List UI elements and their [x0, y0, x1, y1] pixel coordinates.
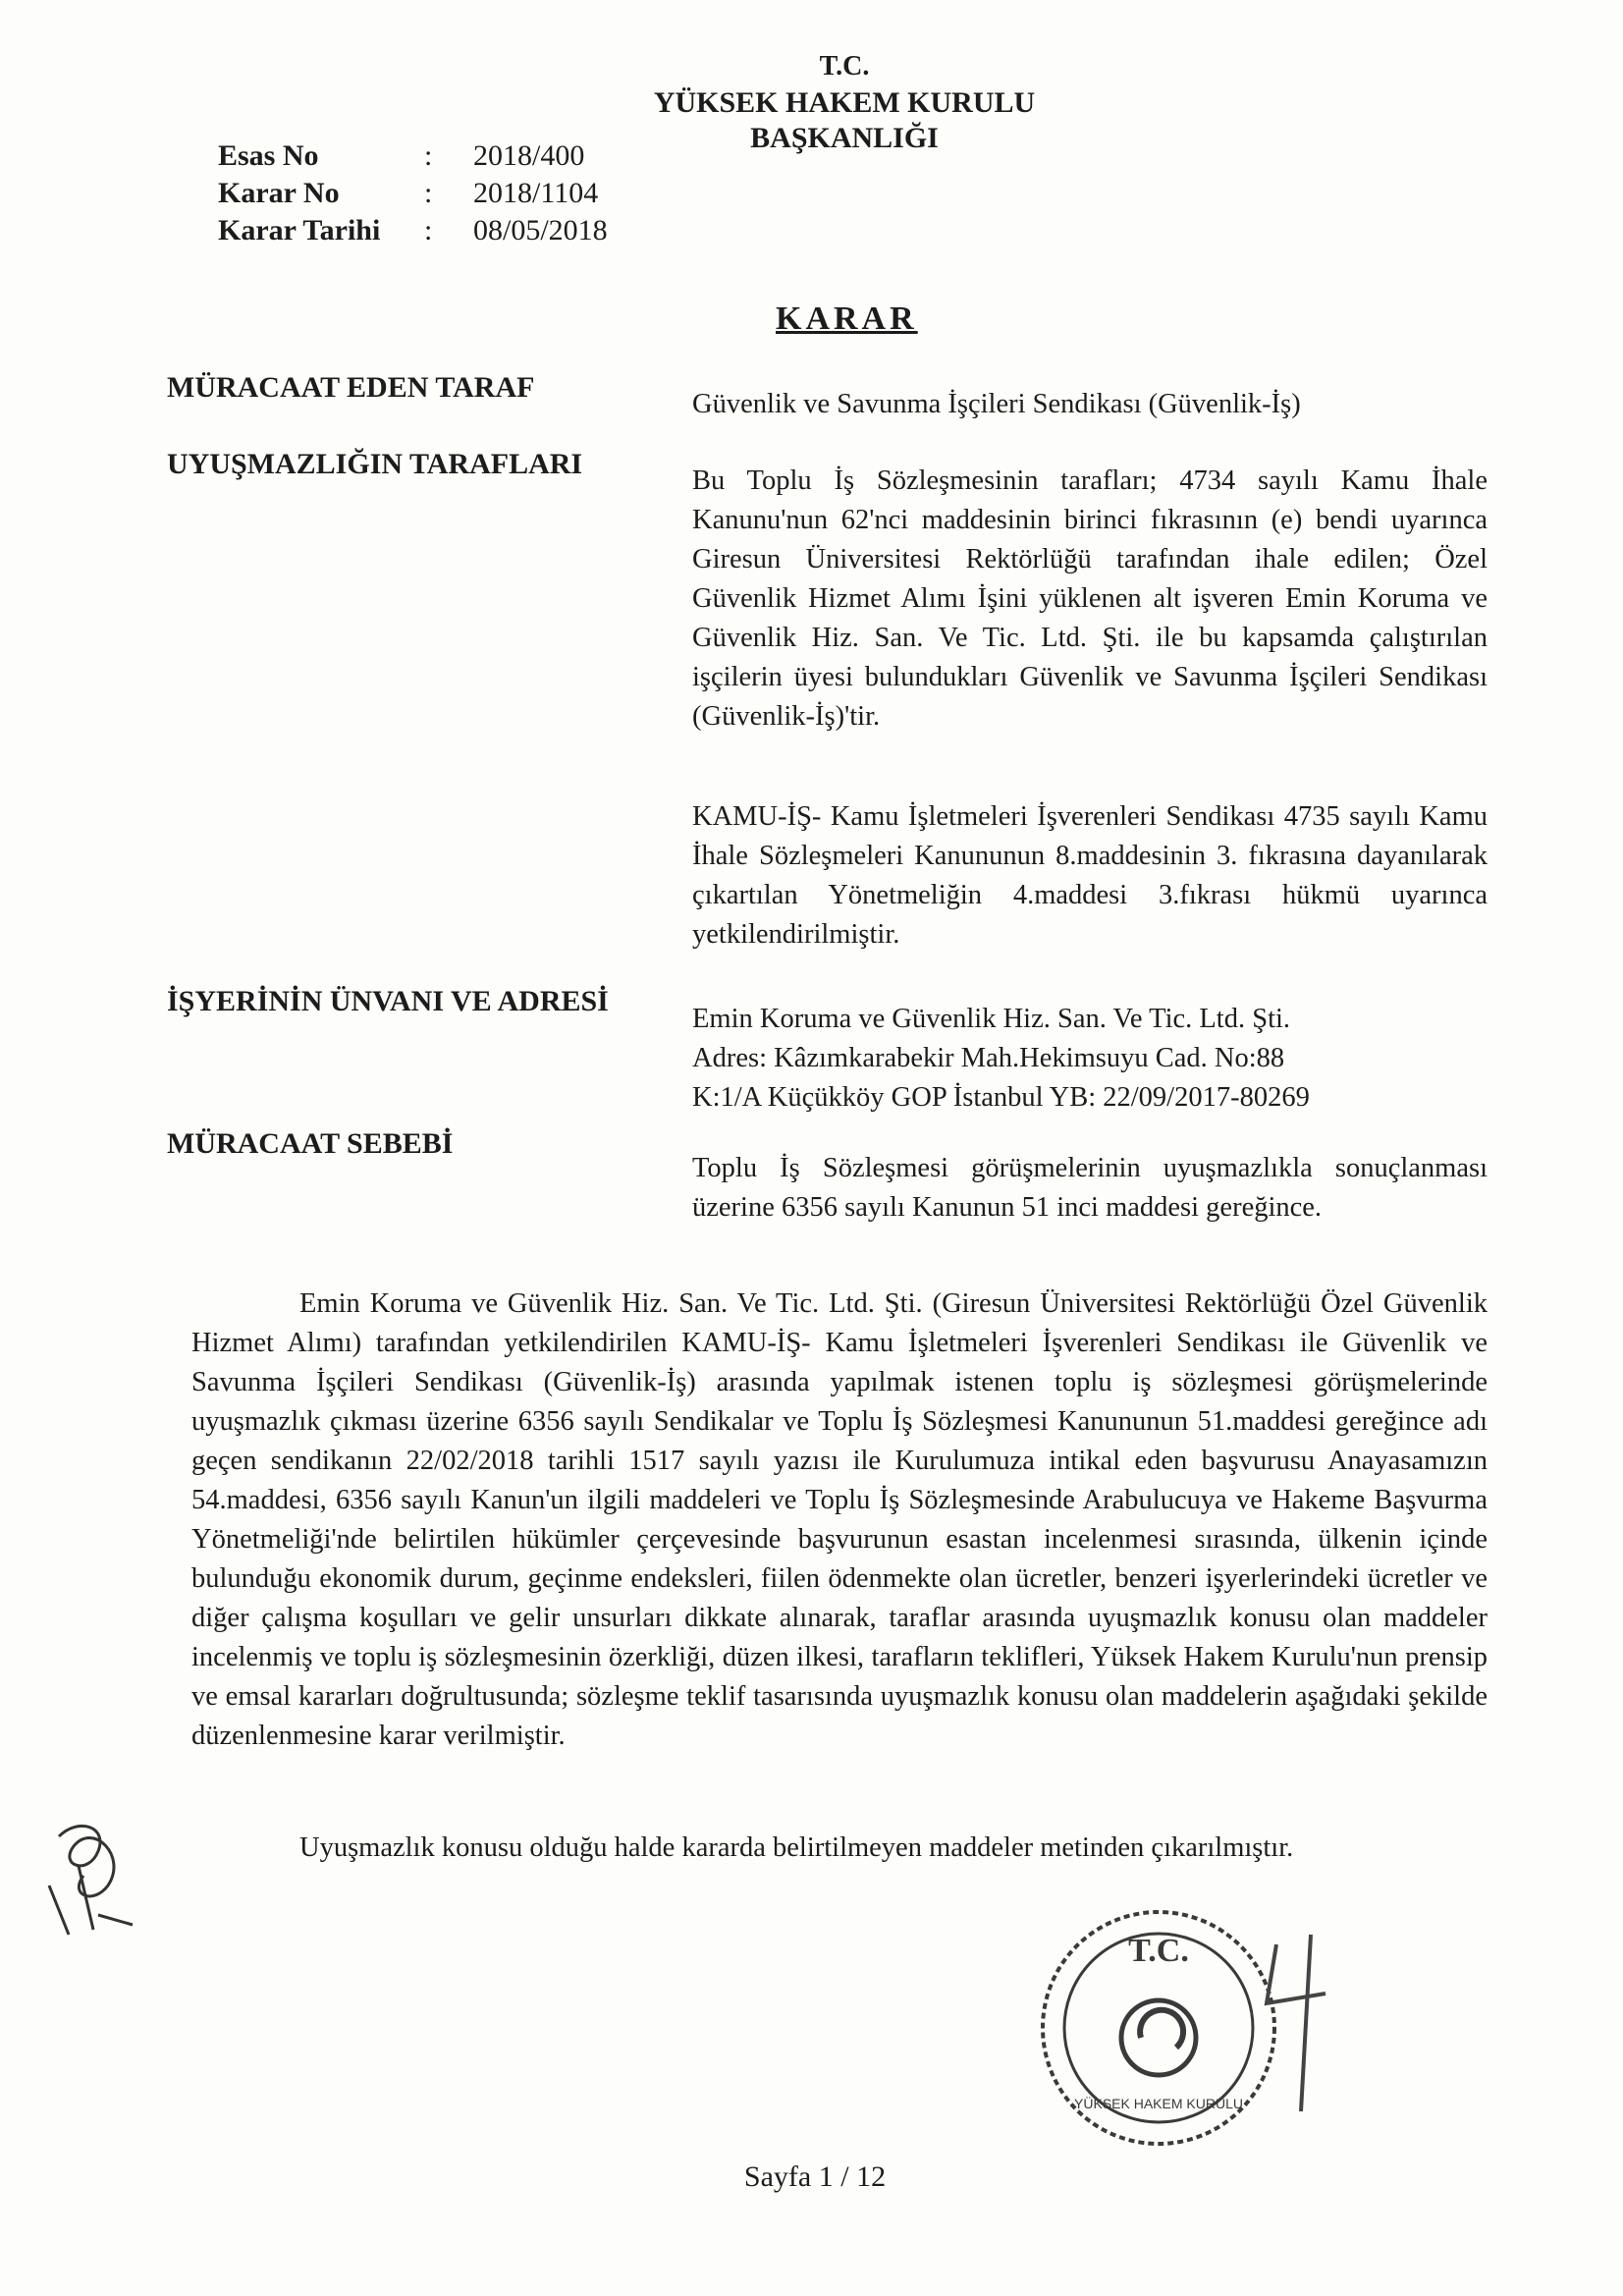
meta-label: Esas No [218, 139, 319, 172]
signature-mark [39, 1807, 157, 1944]
value-muracaat-eden-taraf: Güvenlik ve Savunma İşçileri Sendikası (Güvenlik-İş) [692, 389, 1301, 419]
handwritten-mark [1247, 1925, 1355, 2121]
value-isyeri-unvan: Emin Koruma ve Güvenlik Hiz. San. Ve Tic. Ltd. Şti. [692, 1004, 1291, 1034]
value-taraflar-paragraph-2: KAMU-İŞ- Kamu İşletmeleri İşverenleri Sendikası 4735 sayılı Kamu İhale Sözleşmeleri Kanununun 8.maddesinin 3. fıkrasına dayanılarak çıkartılan Yönetmeliğin 4.maddesi 3.fıkrası hükmü uyarınca yetkilendirilmiştir. [692, 801, 1488, 950]
header-line-presidency: BAŞKANLIĞI [750, 122, 939, 154]
label-muracaat-eden-taraf: MÜRACAAT EDEN TARAF [167, 371, 535, 404]
meta-value: 08/05/2018 [473, 214, 608, 246]
seal-ring-text: YÜKSEK HAKEM KURULU [1074, 2096, 1243, 2111]
meta-value: 2018/1104 [473, 177, 599, 209]
meta-colon: : [424, 139, 433, 172]
meta-karar-tarihi [218, 214, 608, 247]
value-isyeri-adres-2: K:1/A Küçükköy GOP İstanbul YB: 22/09/2017-80269 [692, 1082, 1310, 1113]
value-isyeri-adres: Adres: Kâzımkarabekir Mah.Hekimsuyu Cad. No:88 [692, 1043, 1285, 1073]
value-muracaat-sebebi: Toplu İş Sözleşmesi görüşmelerinin uyuşmazlıkla sonuçlanması üzerine 6356 sayılı Kanunun 51 inci maddesi gereğince. [692, 1153, 1488, 1223]
meta-karar-no [218, 177, 598, 210]
meta-value: 2018/400 [473, 139, 585, 172]
header-line-tc: T.C. [819, 51, 870, 82]
meta-colon: : [424, 177, 433, 209]
label-isyeri-unvani-adresi: İŞYERİNİN ÜNVANI VE ADRESİ [167, 985, 609, 1017]
label-muracaat-sebebi: MÜRACAAT SEBEBİ [167, 1127, 454, 1160]
document-title: KARAR [776, 301, 918, 337]
meta-esas-no [218, 139, 584, 173]
meta-label: Karar No [218, 177, 340, 209]
value-taraflar-paragraph-1: Bu Toplu İş Sözleşmesinin tarafları; 4734 sayılı Kamu İhale Kanunu'nun 62'nci maddesinin birinci fıkrasının (e) bendi uyarınca Giresun Üniversitesi Rektörlüğü tarafından ihale edilen; Özel Güvenlik Hizmet Alımı İşini yüklenen alt işveren Emin Koruma ve Güvenlik Hiz. San. Ve Tic. Ltd. Şti. ile bu kapsamda çalıştırılan işçilerin üyesi bulundukları Güvenlik ve Savunma İşçileri Sendikası (Güvenlik-İş)'tir. [692, 465, 1488, 732]
header-line-institution: YÜKSEK HAKEM KURULU [653, 86, 1036, 119]
body-paragraph-2: Uyuşmazlık konusu olduğu halde kararda belirtilmeyen maddeler metinden çıkarılmıştır. [299, 1832, 1294, 1863]
body-paragraph-1: Emin Koruma ve Güvenlik Hiz. San. Ve Tic. Ltd. Şti. (Giresun Üniversitesi Rektörlüğü Özel Güvenlik Hizmet Alımı) tarafından yetkilendirilen KAMU-İŞ- Kamu İşletmeleri İşverenleri Sendikası ile Güvenlik ve Savunma İşçileri Sendikası (Güvenlik-İş) arasında yapılmak istenen toplu iş sözleşmesi görüşmelerinde uyuşmazlık çıkması üzerine 6356 sayılı Sendikalar ve Toplu İş Sözleşmesi Kanununun 51.maddesi gereğince adı geçen sendikanın 22/02/2018 tarihli 1517 sayılı yazısı ile Kurulumuza intikal eden başvurusu Anayasamızın 54.maddesi, 6356 sayılı Kanun'un ilgili maddeleri ve Toplu İş Sözleşmesinde Arabulucuya ve Hakeme Başvurma Yönetmeliği'nde belirtilen hükümler çerçevesinde başvurunun esastan incelenmesi sırasında, ülkenin içinde bulunduğu ekonomik durum, geçinme endeksleri, fiilen ödenmekte olan ücretler, benzeri işyerlerindeki ücretler ve diğer çalışma koşulları ve gelir unsurları dikkate alınarak, taraflar arasında uyuşmazlık konusu olan maddeler incelenmiş ve toplu iş sözleşmesinin özerkliği, düzen ilkesi, tarafların teklifleri, Yüksek Hakem Kurulu'nun prensip ve emsal kararları doğrultusunda; sözleşme teklif tasarısında uyuşmazlık konusu olan maddelerin aşağıdaki şekilde düzenlenmesine karar verilmiştir. [191, 1288, 1488, 1751]
seal-top-text: T.C. [1128, 1933, 1189, 1969]
meta-label: Karar Tarihi [218, 214, 381, 246]
page-number: Sayfa 1 / 12 [743, 2160, 887, 2193]
meta-colon: : [424, 214, 433, 246]
label-uyusmazligin-taraflari: UYUŞMAZLIĞIN TARAFLARI [167, 448, 583, 480]
